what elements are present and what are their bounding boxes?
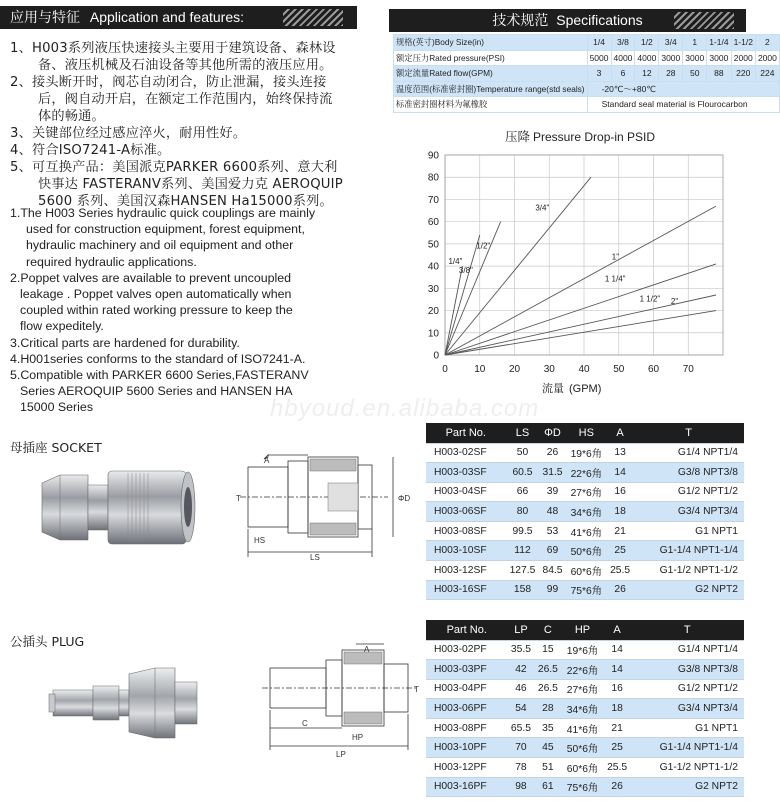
plug-col-header: A [604,620,631,640]
table-cell: G1 NPT1 [631,718,744,738]
feature-line: 后，阀自动开启，在额定工作范围内，始终保持流 [38,92,333,107]
spec-label: 额定压力Rated pressure(PSI) [394,50,588,66]
table-cell: 53 [539,521,565,541]
table-cell: G1/2 NPT1/2 [631,679,744,699]
plug-table [426,620,744,797]
spec-value: 2000 [731,50,755,66]
table-row [426,541,744,561]
chart-xlabel-cn: 流量 [542,382,564,395]
chart-ytick-label: 70 [427,194,439,206]
chart-ytick-label: 40 [427,261,439,273]
spec-value: 6 [611,66,635,82]
plug-dim-c: C [302,719,308,728]
table-cell: H003-16SF [426,580,506,600]
table-cell: 15 [534,640,561,660]
table-cell: 26.5 [534,660,561,680]
socket-dim-hs: HS [254,536,266,545]
table-cell: 35 [534,718,561,738]
spec-value: 12 [635,66,659,82]
feature-line: coupled within rated working pressure to keep the [20,303,293,318]
table-cell: G1/4 NPT1/4 [633,443,744,463]
table-cell: 60*6角 [561,758,603,778]
table-cell: 28 [534,699,561,719]
spec-value: 1-1/4 [707,35,731,51]
socket-col-header: Part No. [426,423,506,443]
table-cell: 25.5 [607,561,633,581]
table-row [426,679,744,699]
chart-series-label: 1" [611,252,620,262]
plug-dim-lp: LP [336,750,346,759]
feature-line: 3.Critical parts are hardened for durability. [10,335,240,350]
plug-dim-a: A [364,645,370,654]
table-cell: G1/2 NPT1/2 [633,482,744,502]
socket-dim-t: T [236,494,241,503]
chart-title-cn: 压降 [505,129,531,144]
table-cell: 27*6角 [566,482,607,502]
table-cell: 42 [507,660,534,680]
socket-dim-d: ΦD [398,494,411,503]
table-cell: 34*6角 [561,699,603,719]
spec-header-cn: 技术规范 [492,12,549,28]
table-cell: 98 [507,777,534,797]
table-cell: 99.5 [506,521,540,541]
spec-seal-row [394,97,780,113]
feature-line: 5600 系列、美国汉森HANSEN Ha15000系列。 [38,194,333,209]
spec-value: 50 [683,66,707,82]
table-row [426,640,744,660]
table-cell: H003-12PF [426,758,507,778]
table-row [426,443,744,463]
table-row [426,482,744,502]
chart-series-line [445,264,716,355]
spec-value: 4000 [611,50,635,66]
feature-line: Series AEROQUIP 5600 Series and HANSEN HA [20,384,293,399]
feature-line: 备、液压机械及石油设备等其他所需的液压应用。 [38,58,333,73]
header-stripes-decoration [674,12,734,29]
table-cell: 127.5 [506,561,540,581]
table-cell: H003-04PF [426,679,507,699]
table-cell: G1-1/4 NPT1-1/4 [631,738,744,758]
table-cell: G1 NPT1 [633,521,744,541]
spec-header-en: Specifications [556,12,643,28]
spec-value: 1-1/2 [731,35,755,51]
feature-line: 1.The H003 Series hydraulic quick couplings are mainly [10,206,316,220]
chart-xtick-label: 50 [613,364,625,375]
plug-photo [45,660,205,745]
table-cell: 75*6角 [566,580,607,600]
table-cell: 45 [534,738,561,758]
spec-value: 5000 [587,50,611,66]
table-row [426,699,744,719]
header-stripes-decoration [283,9,343,26]
chart-xtick-label: 30 [543,364,555,375]
table-cell: 26.5 [534,679,561,699]
spec-header [389,9,746,32]
chart-series-label: 3/8" [458,265,473,275]
feature-line: 快事达 FASTERANV系列、美国爱力克 AEROQUIP [38,177,343,192]
spec-table [393,34,780,113]
socket-dim-a: A [264,456,270,465]
spec-row [394,66,780,82]
table-cell: 26 [604,777,631,797]
table-cell: 65.5 [507,718,534,738]
chart-series-label: 1/2" [476,241,491,251]
spec-value: 2 [755,35,779,51]
table-row [426,758,744,778]
table-row [426,463,744,483]
plug-title: 公插头 PLUG [10,634,85,649]
chart-xtick-label: 0 [442,364,448,375]
feature-line: 2.Poppet valves are available to prevent uncoupled [10,270,292,285]
socket-col-header: LS [506,423,540,443]
table-cell: 27*6角 [561,679,603,699]
plug-col-header: Part No. [426,620,507,640]
table-cell: 39 [539,482,565,502]
table-cell: H003-06PF [426,699,507,719]
socket-col-header: ΦD [539,423,565,443]
table-cell: 22*6角 [566,463,607,483]
table-cell: 112 [506,541,540,561]
table-cell: 60.5 [506,463,540,483]
table-cell: G1-1/2 NPT1-1/2 [631,758,744,778]
chart-series-label: 1 1/4" [604,274,626,284]
feature-line: 4、符合ISO7241-A标准。 [10,143,171,158]
table-cell: H003-03SF [426,463,506,483]
table-cell: G2 NPT2 [633,580,744,600]
features-header [0,6,357,29]
table-cell: 84.5 [539,561,565,581]
table-cell: 41*6角 [566,521,607,541]
chart-series-line [445,235,480,355]
spec-temp-label: 温度范围(标准密封圈)Temperature range(std seals) [394,81,588,97]
table-cell: H003-12SF [426,561,506,581]
table-cell: 70 [507,738,534,758]
table-cell: 69 [539,541,565,561]
spec-value: 2000 [755,50,779,66]
table-row [426,777,744,797]
table-cell: G3/8 NPT3/8 [633,463,744,483]
feature-line: 15000 Series [20,400,94,415]
features-header-en: Application and features: [89,9,244,25]
socket-photo [38,465,198,550]
spec-value: 220 [731,66,755,82]
table-cell: H003-10SF [426,541,506,561]
feature-line: required hydraulic applications. [26,254,197,269]
table-cell: 54 [507,699,534,719]
socket-drawing [228,447,418,567]
chart-xtick-label: 60 [647,364,660,375]
table-cell: 26 [607,580,633,600]
chart-ytick-label: 30 [427,283,439,295]
table-cell: 61 [534,777,561,797]
table-cell: 99 [539,580,565,600]
table-cell: 14 [604,660,631,680]
chart-series-label: 1 1/2" [639,294,661,304]
table-cell: G3/8 NPT3/8 [631,660,744,680]
table-cell: 26 [539,443,565,463]
chart-ytick-label: 10 [427,328,439,340]
chart-title: Pressure Drop-in PSID [533,130,656,144]
spec-label: 额定流量Rated flow(GPM) [394,66,588,82]
table-cell: G2 NPT2 [631,777,744,797]
chart-series-label: 3/4" [535,203,550,213]
table-cell: G1/4 NPT1/4 [631,640,744,660]
table-cell: 21 [607,521,633,541]
spec-temp-row [394,81,780,97]
chart-ytick-label: 0 [433,350,439,362]
table-row [426,502,744,522]
socket-col-header: T [633,423,744,443]
table-cell: G1-1/2 NPT1-1/2 [633,561,744,581]
spec-value: 1/4 [587,35,611,51]
chart-xlabel: (GPM) [569,383,602,395]
feature-line: leakage . Poppet valves open automatically when [20,287,292,302]
spec-value: 3000 [659,50,683,66]
spec-value: 28 [659,66,683,82]
table-cell: H003-16PF [426,777,507,797]
table-cell: H003-08PF [426,718,507,738]
chart-ytick-label: 90 [427,150,439,162]
table-cell: G3/4 NPT3/4 [631,699,744,719]
table-cell: H003-08SF [426,521,506,541]
spec-value: 224 [755,66,779,82]
feature-line: 体的畅通。 [38,109,105,124]
plug-col-header: C [534,620,561,640]
table-cell: 46 [507,679,534,699]
spec-seal-value: Standard seal material is Flourocarbon [587,97,779,113]
feature-line: 2、接头断开时，阀芯自动闭合，防止泄漏，接头连接 [10,75,327,90]
table-cell: 18 [604,699,631,719]
table-cell: 31.5 [539,463,565,483]
watermark: hbyoud.en.alibaba.com [270,395,540,422]
table-cell: 60*6角 [566,561,607,581]
chart-ytick-label: 20 [427,306,439,318]
table-cell: 41*6角 [561,718,603,738]
table-cell: H003-02PF [426,640,507,660]
plug-dim-t: T [414,685,419,694]
table-cell: H003-02SF [426,443,506,463]
spec-value: 3/4 [659,35,683,51]
chart-xtick-label: 20 [508,364,521,375]
table-cell: 16 [607,482,633,502]
plug-col-header: LP [507,620,534,640]
table-cell: 25.5 [604,758,631,778]
table-row [426,738,744,758]
spec-value: 3000 [707,50,731,66]
spec-value: 1/2 [635,35,659,51]
feature-line: flow expeditely. [20,319,104,334]
spec-seal-label: 标准密封圈材料为氟橡胶 [394,97,588,113]
pressure-drop-chart [405,125,740,400]
table-cell: 16 [604,679,631,699]
table-cell: G1-1/4 NPT1-1/4 [633,541,744,561]
features-list-cn [10,40,360,210]
chart-xtick-label: 10 [474,364,486,375]
socket-col-header: A [607,423,633,443]
table-cell: 22*6角 [561,660,603,680]
table-cell: 35.5 [507,640,534,660]
chart-ytick-label: 80 [427,172,439,184]
spec-label: 规格(英寸)Body Size(in) [394,35,588,51]
table-cell: 78 [507,758,534,778]
table-cell: 25 [607,541,633,561]
plug-col-header: T [631,620,744,640]
table-row [426,718,744,738]
table-cell: 25 [604,738,631,758]
spec-value: 4000 [635,50,659,66]
socket-dim-ls: LS [310,553,320,562]
table-cell: H003-03PF [426,660,507,680]
table-cell: G3/4 NPT3/4 [633,502,744,522]
table-cell: H003-04SF [426,482,506,502]
features-header-cn: 应用与特征 [10,9,80,25]
feature-line: 4.H001series conforms to the standard of ISO7241-A. [10,351,306,366]
table-cell: H003-06SF [426,502,506,522]
table-row [426,561,744,581]
spec-value: 3/8 [611,35,635,51]
chart-series-label: 1/4" [448,256,463,266]
table-cell: 50*6角 [566,541,607,561]
table-cell: 21 [604,718,631,738]
spec-row [394,50,780,66]
table-cell: 13 [607,443,633,463]
table-cell: 51 [534,758,561,778]
features-list-en [10,205,362,416]
chart-xtick-label: 70 [682,364,694,375]
feature-line: used for construction equipment, forest equipment, [26,222,305,237]
socket-table [426,423,744,600]
spec-value: 1 [683,35,707,51]
spec-value: 88 [707,66,731,82]
table-cell: 66 [506,482,540,502]
table-cell: 19*6角 [561,640,603,660]
table-cell: 18 [607,502,633,522]
feature-line: hydraulic machinery and oil equipment and other [26,238,294,253]
table-cell: 34*6角 [566,502,607,522]
table-cell: 19*6角 [566,443,607,463]
spec-value: 3 [587,66,611,82]
table-cell: 50 [506,443,540,463]
table-cell: 50*6角 [561,738,603,758]
table-row [426,521,744,541]
table-row [426,660,744,680]
table-cell: H003-10PF [426,738,507,758]
feature-line: 5、可互换产品：美国派克PARKER 6600系列、意大利 [10,160,338,175]
feature-line: 5.Compatible with PARKER 6600 Series,FASTERANV [10,368,309,383]
spec-temp-value: -20℃～+80℃ [587,81,779,97]
table-cell: 75*6角 [561,777,603,797]
spec-row [394,35,780,51]
table-row [426,580,744,600]
table-cell: 48 [539,502,565,522]
plug-col-header: HP [561,620,603,640]
socket-title: 母插座 SOCKET [10,440,102,455]
table-cell: 80 [506,502,540,522]
feature-line: 3、关键部位经过感应淬火，耐用性好。 [10,126,247,141]
table-cell: 14 [607,463,633,483]
table-cell: 158 [506,580,540,600]
socket-col-header: HS [566,423,607,443]
chart-ytick-label: 50 [427,239,439,251]
plug-drawing [256,640,431,765]
plug-dim-hp: HP [352,733,364,742]
feature-line: 1、H003系列液压快速接头主要用于建筑设备、森林设 [10,41,336,56]
spec-value: 3000 [683,50,707,66]
chart-series-label: 2" [670,296,679,306]
chart-xtick-label: 40 [578,364,590,375]
chart-ytick-label: 60 [427,217,439,229]
table-cell: 14 [604,640,631,660]
